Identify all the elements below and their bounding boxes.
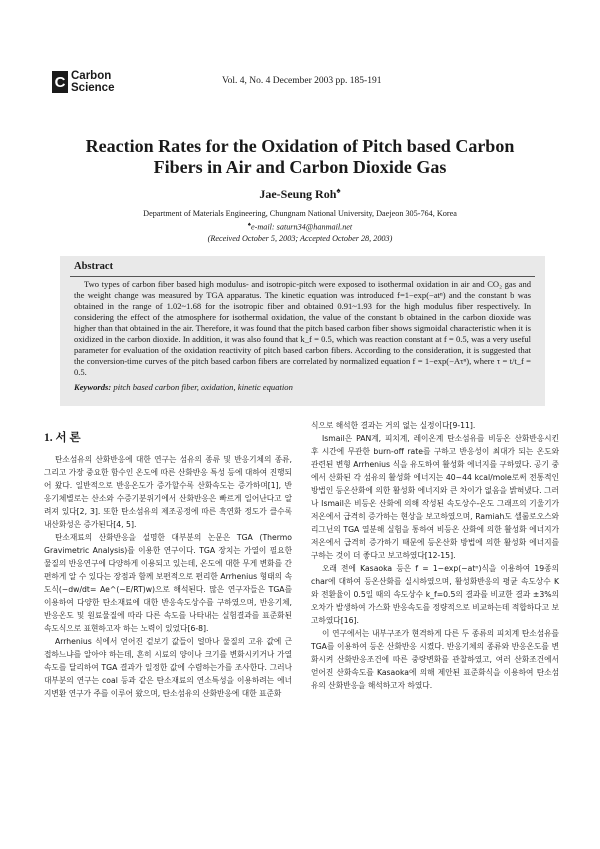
logo-line1: Carbon	[71, 70, 112, 82]
author-name: Jae-Seung Roh	[259, 187, 337, 201]
keywords-label: Keywords:	[74, 382, 112, 392]
paragraph: 식으로 해석한 결과는 거의 없는 실정이다[9-11].	[311, 421, 476, 430]
dates: (Received October 5, 2003; Accepted October 28, 2003)	[207, 233, 393, 243]
body-column-left	[44, 432, 292, 700]
affiliation-block	[0, 208, 600, 244]
journal-info: Vol. 4, No. 4 December 2003 pp. 185-191	[222, 76, 382, 86]
journal-logo	[52, 70, 114, 94]
paper-title	[40, 136, 560, 178]
abstract-rule	[70, 276, 535, 277]
keywords	[74, 382, 293, 392]
paragraph: 오래 전에 Kasaoka 등은 f = 1−exp(−atⁿ)식을 이용하여 19종의 char에 대하여 등온산화를 실시하였으며, 활성화반응의 평균 속도상수 K와 전환율이 0.5일 때의 속도상수 k_f=0.5의 결과를 비교한 결과 ±3%의 오차가 발생하여 가스화 반응속도를 정량적으로 비교하는데 적합하다고 보고하였다[16].	[311, 564, 559, 625]
paragraph: 탄소재료의 산화반응을 설명한 대부분의 논문은 TGA (Thermo Gravimetric Analysis)를 이용한 연구이다. TGA 장치는 가열이 필요한 물질의 반응연구에 다양하게 이용되고 있는데, 온도에 대한 무게 변화를 간편하게 알 수 있다는 장점과 함께 보편적으로 편리한 Arrhenius 형태의 속도식(−dw/dt= Ae^(−E/RT)w)으로 해석된다. 많은 연구자들은 TGA를 이용하여 다양한 탄소재료에 대한 반응속도상수를 구하였으며, 반응기체, 반응온도 및 원료물질에 따라 다른 속도를 나타내는 실험결과를 표준화된 속도식으로 표현하고자 하는 노력이 있었다[6-8].	[44, 533, 292, 633]
email: e-mail: saturn34@hanmail.net	[250, 222, 353, 232]
keywords-text: pitch based carbon fiber, oxidation, kinetic equation	[111, 382, 293, 392]
title-line1: Reaction Rates for the Oxidation of Pitch based Carbon	[85, 136, 515, 156]
abstract-heading: Abstract	[74, 261, 114, 272]
affiliation: Department of Materials Engineering, Chungnam National University, Daejeon 305-764, Korea	[143, 209, 457, 218]
title-line2: Fibers in Air and Carbon Dioxide Gas	[153, 157, 447, 177]
section-heading: 1. 서 론	[44, 432, 81, 444]
author-line	[0, 186, 600, 202]
author-mark: ♠	[336, 186, 341, 195]
abstract-text: Two types of carbon fiber based high modulus- and isotropic-pitch were exposed to isothermal oxidation in air and CO₂ gas and the weight change was measured by TGA apparatus. The kinetic equation was introduced f=1−exp(−atⁿ) and the constant b was obtained in the range of 1.02~1.68 for the isotropic fiber and obtained 0.91~1.93 for the high modulus fiber respectively. In considering the effect of the atmosphere for isothermal oxidation, the value of the constant b obtained in the carbon dioxide was higher than that obtained in the air. Therefore, it was found that the pitch based carbon fiber shows sigmoidal characteristic when it is oxidized in the carbon dioxide. In addition, it was also found that k_f = 0.5, which was reaction constant at f = 0.5, was a very useful parameter for evaluation of the oxidation reactivity of pitch based carbon fibers. According to the consideration, it is suggested that the conversion-time curves of the pitch based carbon fibers are correlated by normalized equation f = 1−exp(−Aτⁿ), where τ = t/t_f = 0.5.	[74, 279, 531, 377]
email-line	[0, 220, 600, 233]
logo-line2: Science	[71, 82, 115, 94]
logo-text	[71, 70, 114, 94]
email-mark: ♠	[247, 221, 251, 228]
body-column-right	[311, 419, 559, 692]
paragraph: Ismail은 PAN계, 피치계, 레이온계 탄소섬유를 비등온 산화반응시킨 후 시간에 무관한 burn-off rate를 구하고 반응성이 최대가 되는 온도와 관련된 변형 Arrhenius 식을 유도하여 활성화 에너지를 구하였다. 공기 중에서 산화된 각 섬유의 활성화 에너지는 40~44 kcal/mole로써 전통적인 방법인 등온산화에 의한 활성화 에너지와 큰 차이가 없음을 밝혀냈다. 그러나 Ismail은 비등온 산화에 의해 작성된 속도상수-온도 그래프의 기울기가 저온에서 급격히 증가하는 현상을 보고하였으며, Ramiah도 셀룰로오스와 리그닌의 TGA 열분해 실험을 통하여 비등온 산화에 의한 활성화 에너지가 저온에서 급격히 증가하기 때문에 등온산화 방법에 의한 활성화 에너지를 구하는 것이 더 좋다고 보고하였다[12-15].	[311, 434, 559, 560]
logo-mark: C	[52, 71, 68, 93]
paragraph: Arrhenius 식에서 얻어진 겉보기 값들이 얼마나 물질의 고유 값에 근접하느냐를 알아야 하는데, 흔히 시료의 양이나 크기를 변화시키거나 가열속도를 달리하여 TGA 결과가 일정한 값에 수렴하는가를 조사한다. 그러나 대부분의 연구는 coal 등과 같은 탄소재료의 연소특성을 이용하려는 에너지변환 연구가 주를 이루어 왔으며, 탄소섬유의 산화반응에 대한 표준화	[44, 637, 292, 698]
paragraph: 이 연구에서는 내부구조가 현격하게 다른 두 종류의 피치계 탄소섬유를 TGA를 이용하여 등온 산화반응 시켰다. 반응기체의 종류와 반응온도를 변화시켜 산화반응조건에 따른 중량변화를 관찰하였고, 여러 산화조건에서 얻어진 산화속도를 Kasaoka에 의해 제안된 표준화식을 이용하여 탄소섬유의 산화반응을 해석하고자 하였다.	[311, 629, 559, 690]
paragraph: 탄소섬유의 산화반응에 대한 연구는 섬유의 종류 및 반응기체의 종류, 그리고 가장 중요한 함수인 온도에 따른 산화반응 특성 등에 대하여 진행되어 왔다. 일반적으로 반응온도가 증가할수록 산화속도는 증가하며[1], 반응기체별로는 산소와 수증기분위기에서 산화반응은 빠르게 일어난다고 알려져 있다[2, 3]. 또한 탄소섬유의 제조공정에 따른 흑연화 정도가 클수록 내산화성은 증가된다[4, 5].	[44, 455, 292, 529]
